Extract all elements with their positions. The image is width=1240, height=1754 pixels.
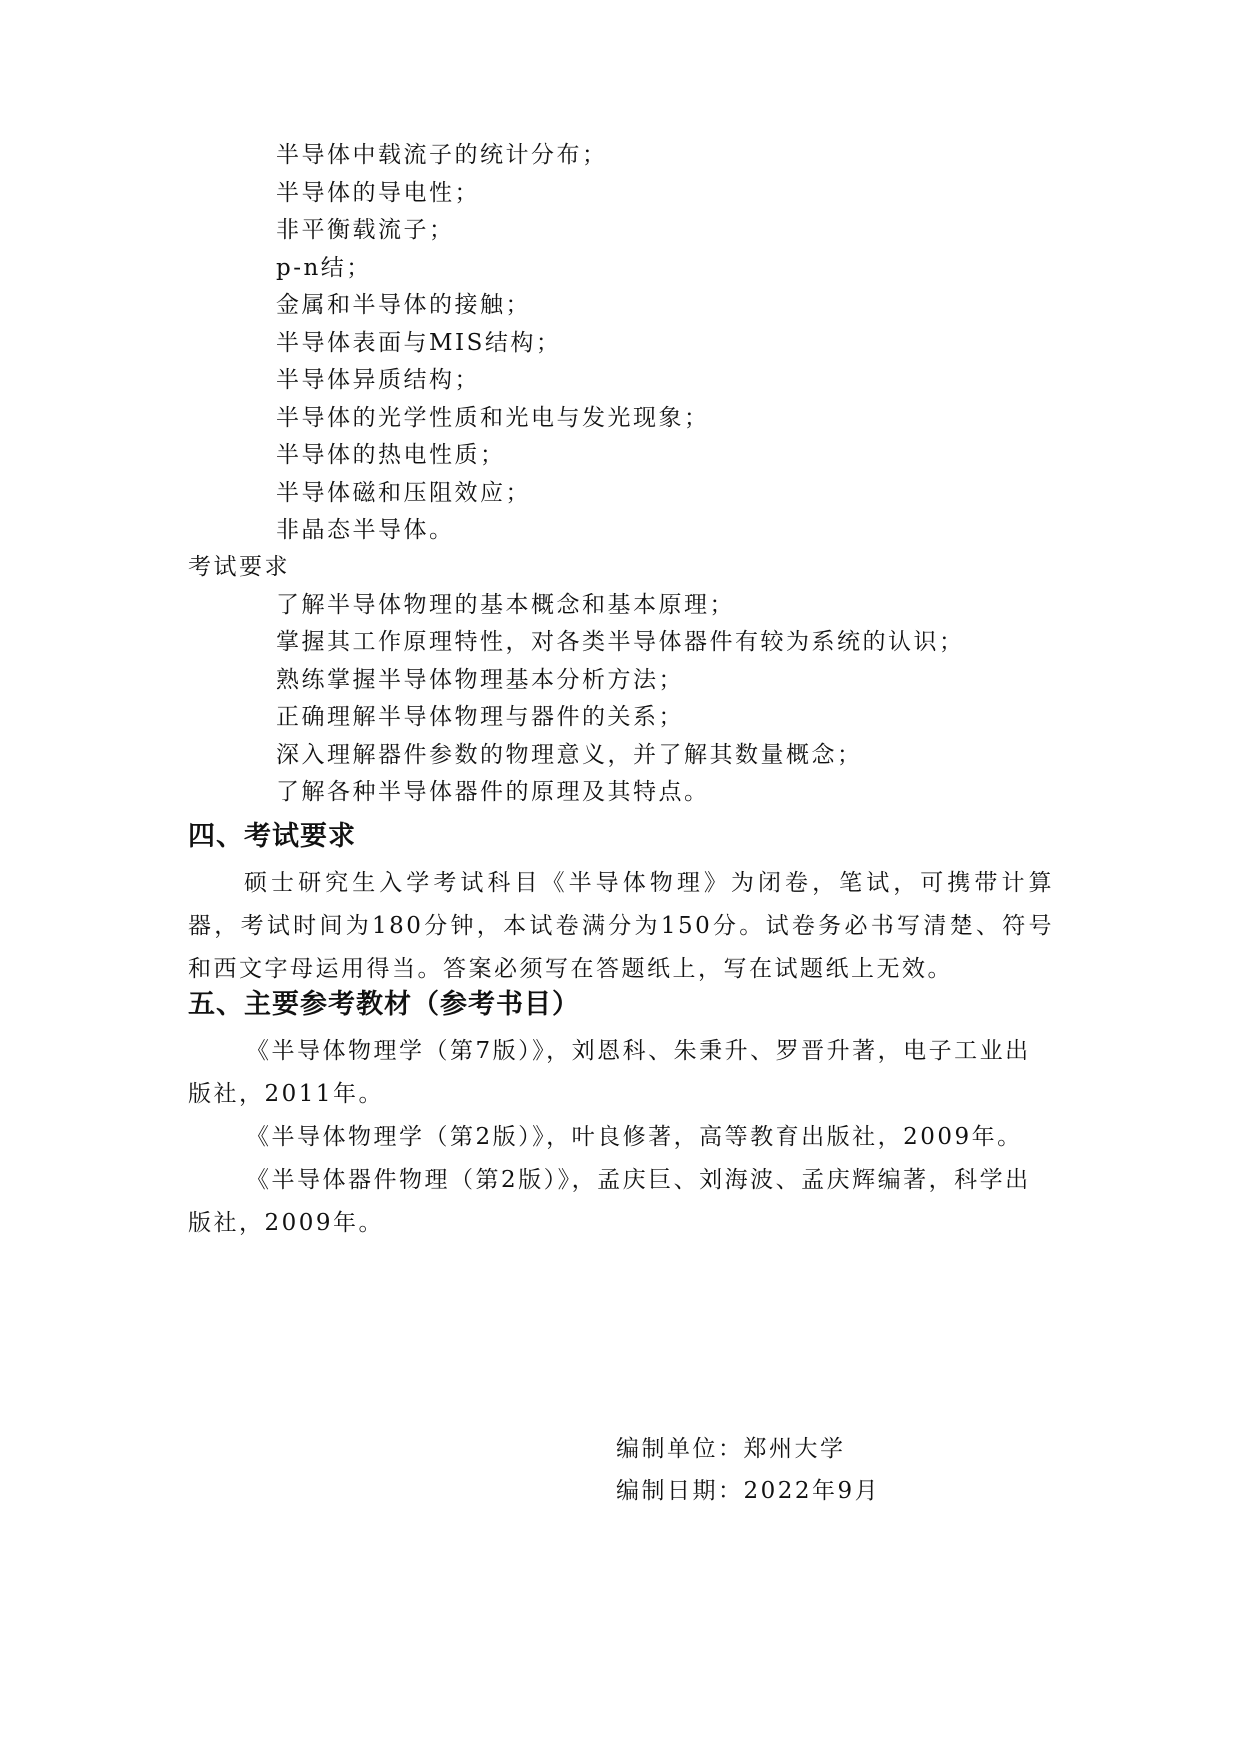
requirement-item: 熟练掌握半导体物理基本分析方法； (276, 667, 684, 693)
compiling-date: 编制日期：2022年9月 (616, 1478, 881, 1504)
topic-item: 非平衡载流子； (276, 217, 455, 243)
requirement-item: 了解半导体物理的基本概念和基本原理； (276, 592, 735, 618)
topic-item: 半导体磁和压阻效应； (276, 480, 531, 506)
topic-item: 半导体的光学性质和光电与发光现象； (276, 405, 710, 431)
reference-item: 《半导体器件物理（第2版）》，孟庆巨、刘海波、孟庆辉编著，科学出版社，2009年。 (188, 1167, 1031, 1236)
topic-item: 半导体的热电性质； (276, 442, 506, 468)
section-4-title: 四、考试要求 (188, 821, 356, 852)
topic-item: 半导体中载流子的统计分布； (276, 142, 608, 168)
topic-item: 半导体异质结构； (276, 367, 480, 393)
topic-item: 非晶态半导体。 (276, 517, 455, 543)
section-5-title: 五、主要参考教材（参考书目） (188, 989, 580, 1020)
requirement-item: 正确理解半导体物理与器件的关系； (276, 704, 684, 730)
requirement-item: 深入理解器件参数的物理意义，并了解其数量概念； (276, 742, 863, 768)
topic-item: 半导体的导电性； (276, 180, 480, 206)
requirement-item: 了解各种半导体器件的原理及其特点。 (276, 779, 710, 805)
section-4-body: 硕士研究生入学考试科目《半导体物理》为闭卷，笔试，可携带计算器，考试时间为180分钟，本试卷满分为150分。试卷务必书写清楚、符号和西文字母运用得当。答案必须写在答题纸上，写在试题纸上无效。 (188, 870, 1054, 982)
reference-item: 《半导体物理学（第7版）》，刘恩科、朱秉升、罗晋升著，电子工业出版社，2011年。 (188, 1038, 1031, 1107)
exam-requirements-label: 考试要求 (188, 554, 290, 580)
topic-item: p-n结； (276, 255, 372, 281)
topic-item: 半导体表面与MIS结构； (276, 330, 562, 356)
requirement-item: 掌握其工作原理特性，对各类半导体器件有较为系统的认识； (276, 629, 965, 655)
compiling-unit: 编制单位：郑州大学 (616, 1436, 846, 1462)
topic-item: 金属和半导体的接触； (276, 292, 531, 318)
reference-item: 《半导体物理学（第2版）》，叶良修著，高等教育出版社，2009年。 (246, 1124, 1023, 1150)
